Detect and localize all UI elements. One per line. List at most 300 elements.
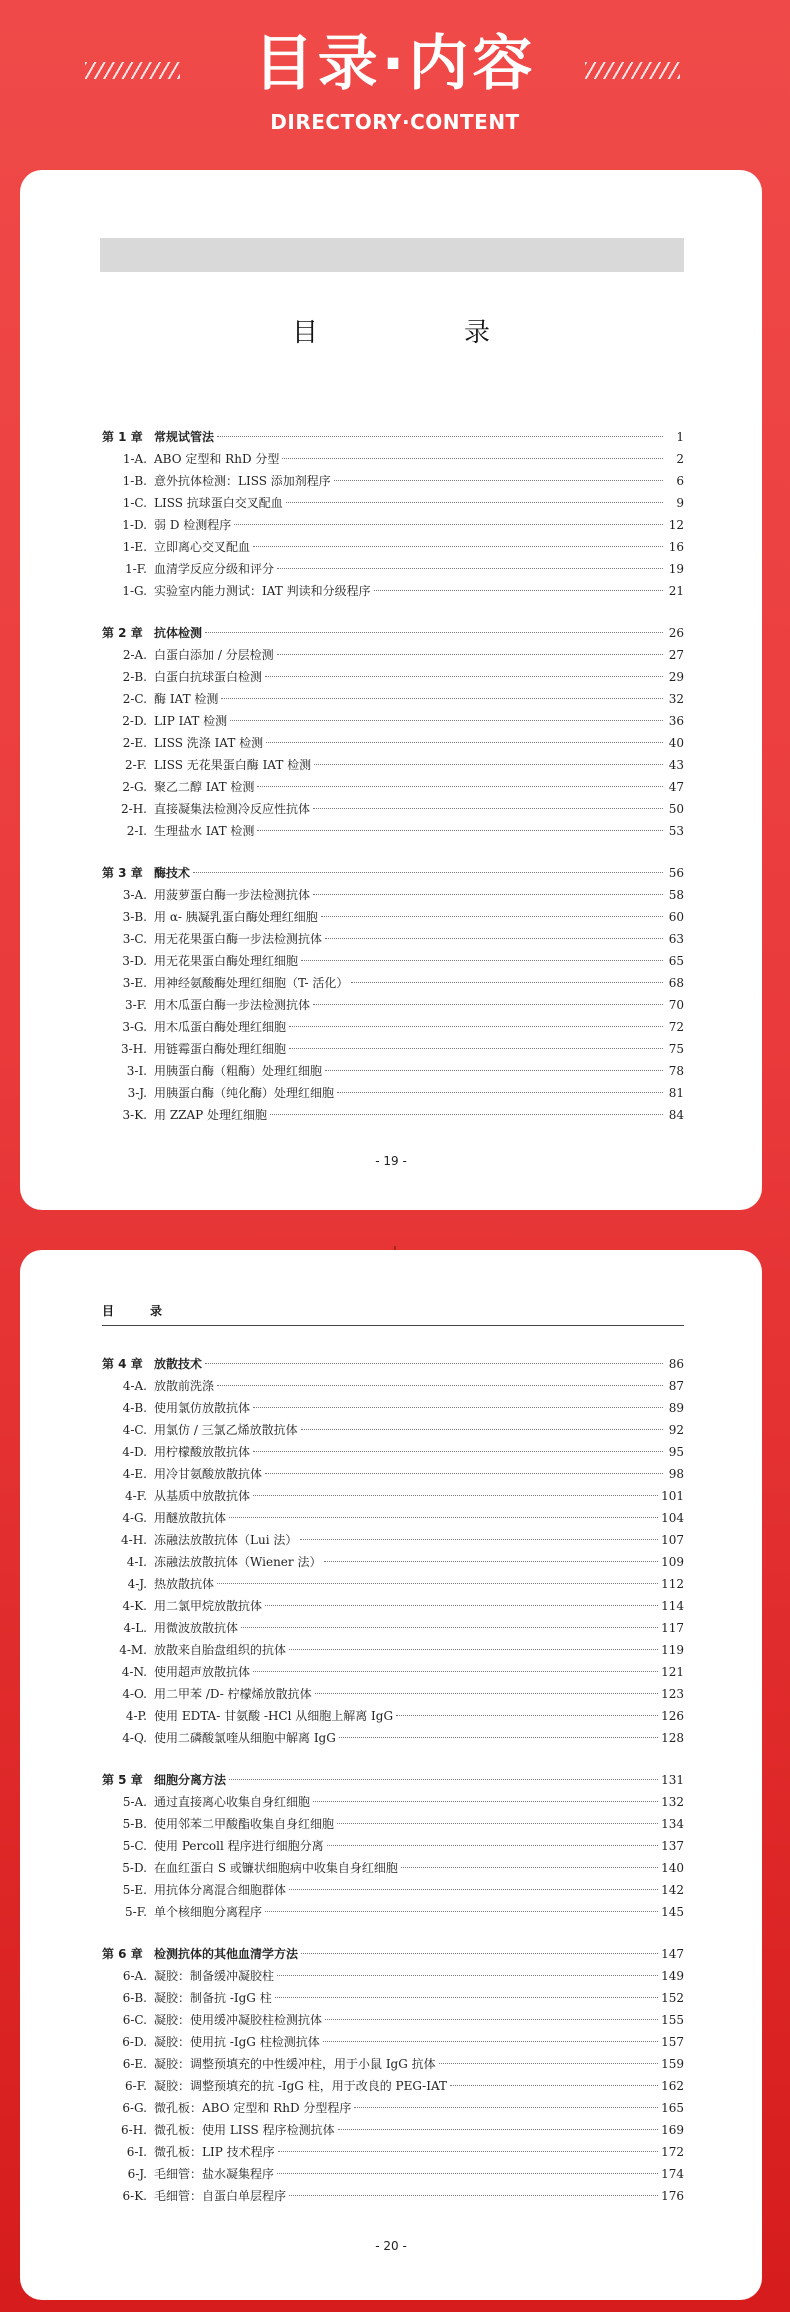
entry-title: 用木瓜蛋白酶一步法检测抗体 — [154, 998, 311, 1012]
entry-number: 4-M. — [119, 1643, 147, 1657]
entry-number: 6-K. — [122, 2189, 147, 2203]
dot-leader — [265, 1473, 663, 1474]
dot-leader — [289, 1026, 663, 1027]
entry-title: 聚乙二醇 IAT 检测 — [154, 780, 255, 794]
entry-page: 19 — [668, 562, 684, 576]
entry-number: 4-E. — [122, 1467, 147, 1481]
entry-page: 114 — [661, 1599, 684, 1613]
dot-leader — [253, 1495, 658, 1496]
entry-page: 47 — [668, 780, 684, 794]
entry-number: 4-L. — [123, 1621, 147, 1635]
dot-leader — [450, 2085, 658, 2086]
running-head: 目 录 — [102, 1302, 684, 1326]
entry-title: 用醚放散抗体 — [154, 1511, 227, 1525]
toc-section-entry — [102, 536, 684, 558]
entry-title: 放散来自胎盘组织的抗体 — [154, 1643, 287, 1657]
toc-section-entry — [102, 994, 684, 1016]
entry-number: 4-K. — [122, 1599, 147, 1613]
entry-page: 145 — [661, 1905, 684, 1919]
dot-leader — [301, 1953, 658, 1954]
toc-section-entry — [102, 470, 684, 492]
entry-title: 毛细管：盐水凝集程序 — [154, 2167, 275, 2181]
dot-leader — [234, 524, 663, 525]
entry-page: 26 — [668, 626, 684, 640]
entry-page: 81 — [668, 1086, 684, 1100]
entry-number: 6-E. — [122, 2057, 147, 2071]
entry-page: 29 — [668, 670, 684, 684]
entry-title: 用冷甘氨酸放散抗体 — [154, 1467, 263, 1481]
toc-section-entry — [102, 1727, 684, 1749]
entry-number: 2-D. — [122, 714, 147, 728]
entry-number: 6-G. — [122, 2101, 147, 2115]
entry-title: 微孔板：LIP 技术程序 — [154, 2145, 275, 2159]
toc-list — [102, 1353, 684, 2207]
entry-number: 2-E. — [122, 736, 147, 750]
entry-number: 2-F. — [125, 758, 147, 772]
entry-page: 137 — [661, 1839, 684, 1853]
toc-section-entry — [102, 1965, 684, 1987]
dot-leader — [253, 1407, 663, 1408]
entry-number: 2-A. — [122, 648, 147, 662]
entry-number: 6-D. — [122, 2035, 147, 2049]
entry-title: 冻融法放散抗体（Lui 法） — [154, 1533, 298, 1547]
entry-page: 112 — [661, 1577, 684, 1591]
entry-title: 微孔板：ABO 定型和 RhD 分型程序 — [154, 2101, 352, 2115]
entry-page: 123 — [661, 1687, 684, 1701]
entry-title: 凝胶：制备抗 -IgG 柱 — [154, 1991, 272, 2005]
entry-title: LISS 洗涤 IAT 检测 — [154, 736, 264, 750]
entry-title: ABO 定型和 RhD 分型 — [154, 452, 280, 466]
entry-title: 使用邻苯二甲酸酯收集自身红细胞 — [154, 1817, 335, 1831]
entry-page: 2 — [676, 452, 684, 466]
entry-page: 134 — [661, 1817, 684, 1831]
entry-page: 165 — [661, 2101, 684, 2115]
entry-number: 第 2 章 — [102, 626, 143, 640]
dot-leader — [301, 960, 663, 961]
toc-section-entry — [102, 1082, 684, 1104]
entry-page: 157 — [661, 2035, 684, 2049]
entry-number: 3-B. — [122, 910, 147, 924]
entry-number: 3-I. — [126, 1064, 147, 1078]
page-header — [0, 0, 790, 165]
entry-title: 放散前洗涤 — [154, 1379, 215, 1393]
header-title: 目录·内容 — [253, 29, 537, 99]
entry-page: 92 — [668, 1423, 684, 1437]
toc-list — [102, 426, 684, 1126]
dot-leader — [321, 916, 663, 917]
toc-section-entry — [102, 514, 684, 536]
entry-title: LISS 无花果蛋白酶 IAT 检测 — [154, 758, 312, 772]
toc-section-entry — [102, 1529, 684, 1551]
entry-page: 70 — [668, 998, 684, 1012]
dot-leader — [266, 742, 663, 743]
dot-leader — [338, 2129, 659, 2130]
entry-page: 155 — [661, 2013, 684, 2027]
entry-page: 117 — [661, 1621, 684, 1635]
dot-leader — [315, 1693, 659, 1694]
entry-title: 用神经氨酸酶处理红细胞（T- 活化） — [154, 976, 349, 990]
toc-section-entry — [102, 1485, 684, 1507]
dot-leader — [325, 1070, 663, 1071]
dot-leader — [401, 1867, 658, 1868]
dot-leader — [327, 1845, 658, 1846]
entry-page: 98 — [668, 1467, 684, 1481]
entry-title: 用氯仿 / 三氯乙烯放散抗体 — [154, 1423, 298, 1437]
dot-leader — [325, 2019, 658, 2020]
toc-section-entry — [102, 1705, 684, 1727]
dot-leader — [354, 2107, 658, 2108]
entry-title: 凝胶：制备缓冲凝胶柱 — [154, 1969, 275, 1983]
entry-number: 3-C. — [122, 932, 147, 946]
toc-section-entry — [102, 972, 684, 994]
entry-title: 微孔板：使用 LISS 程序检测抗体 — [154, 2123, 335, 2137]
toc-section-entry — [102, 448, 684, 470]
toc-chapter-entry — [102, 622, 684, 644]
entry-page: 132 — [661, 1795, 684, 1809]
entry-page: 172 — [661, 2145, 684, 2159]
entry-page: 121 — [661, 1665, 684, 1679]
dot-leader — [325, 938, 663, 939]
entry-title: 用 ZZAP 处理红细胞 — [154, 1108, 268, 1122]
toc-section-entry — [102, 2097, 684, 2119]
dot-leader — [205, 632, 663, 633]
entry-title: 使用超声放散抗体 — [154, 1665, 251, 1679]
dot-leader — [314, 764, 663, 765]
toc-section-entry — [102, 1375, 684, 1397]
entry-number: 5-F. — [125, 1905, 147, 1919]
entry-title: 在血红蛋白 S 或镰状细胞病中收集自身红细胞 — [154, 1861, 398, 1875]
dot-leader — [289, 2195, 658, 2196]
entry-page: 162 — [661, 2079, 684, 2093]
entry-number: 3-G. — [122, 1020, 147, 1034]
entry-page: 176 — [661, 2189, 684, 2203]
entry-title: 用二甲苯 /D- 柠檬烯放散抗体 — [154, 1687, 312, 1701]
dot-leader — [289, 1649, 658, 1650]
dot-leader — [289, 1048, 663, 1049]
entry-page: 149 — [661, 1969, 684, 1983]
entry-number: 第 3 章 — [102, 866, 143, 880]
toc-section-entry — [102, 884, 684, 906]
toc-section-entry — [102, 1441, 684, 1463]
entry-page: 101 — [661, 1489, 684, 1503]
entry-page: 126 — [661, 1709, 684, 1723]
toc-section-entry — [102, 666, 684, 688]
header-subtitle: DIRECTORY·CONTENT — [270, 110, 520, 134]
entry-number: 6-A. — [122, 1969, 147, 1983]
entry-page: 159 — [661, 2057, 684, 2071]
entry-number: 6-J. — [127, 2167, 147, 2181]
toc-section-entry — [102, 2185, 684, 2207]
entry-page: 63 — [668, 932, 684, 946]
toc-title: 目 录 — [291, 318, 550, 348]
toc-section-entry — [102, 2031, 684, 2053]
toc-section-entry — [102, 1683, 684, 1705]
entry-page: 75 — [668, 1042, 684, 1056]
toc-section-entry — [102, 2141, 684, 2163]
entry-title: 酶技术 — [154, 866, 191, 880]
entry-title: 用二氯甲烷放散抗体 — [154, 1599, 263, 1613]
dot-leader — [277, 1975, 658, 1976]
entry-title: 常规试管法 — [154, 430, 215, 444]
dot-leader — [337, 1823, 658, 1824]
entry-title: 生理盐水 IAT 检测 — [154, 824, 255, 838]
entry-title: 弱 D 检测程序 — [154, 518, 232, 532]
dot-leader — [229, 1779, 658, 1780]
toc-section-entry — [102, 1060, 684, 1082]
entry-page: 169 — [661, 2123, 684, 2137]
entry-number: 3-A. — [122, 888, 147, 902]
toc-section-entry — [102, 732, 684, 754]
entry-title: 用链霉蛋白酶处理红细胞 — [154, 1042, 287, 1056]
entry-page: 142 — [661, 1883, 684, 1897]
toc-section-entry — [102, 1813, 684, 1835]
entry-number: 第 6 章 — [102, 1947, 143, 1961]
dot-leader — [230, 720, 663, 721]
entry-number: 2-C. — [122, 692, 147, 706]
entry-number: 4-P. — [125, 1709, 147, 1723]
entry-page: 56 — [668, 866, 684, 880]
entry-number: 4-B. — [122, 1401, 147, 1415]
toc-section-entry — [102, 688, 684, 710]
toc-section-entry — [102, 710, 684, 732]
entry-page: 84 — [668, 1108, 684, 1122]
entry-number: 1-F. — [125, 562, 147, 576]
entry-title: 通过直接离心收集自身红细胞 — [154, 1795, 311, 1809]
dot-leader — [351, 982, 663, 983]
entry-title: 从基质中放散抗体 — [154, 1489, 251, 1503]
dot-leader — [265, 1605, 658, 1606]
dot-leader — [374, 590, 663, 591]
entry-page: 78 — [668, 1064, 684, 1078]
dot-leader — [193, 872, 663, 873]
entry-page: 131 — [661, 1773, 684, 1787]
entry-page: 40 — [668, 736, 684, 750]
entry-page: 60 — [668, 910, 684, 924]
entry-page: 86 — [668, 1357, 684, 1371]
page-number: - 19 - — [375, 1154, 407, 1168]
toc-section-entry — [102, 2053, 684, 2075]
entry-title: 使用二磷酸氯喹从细胞中解离 IgG — [154, 1731, 336, 1745]
entry-page: 104 — [661, 1511, 684, 1525]
dot-leader — [277, 568, 663, 569]
entry-title: 放散技术 — [154, 1357, 203, 1371]
entry-title: 凝胶：使用抗 -IgG 柱检测抗体 — [154, 2035, 320, 2049]
entry-page: 147 — [661, 1947, 684, 1961]
entry-number: 1-E. — [122, 540, 147, 554]
toc-section-entry — [102, 1104, 684, 1126]
toc-chapter-entry — [102, 426, 684, 448]
entry-number: 4-F. — [125, 1489, 147, 1503]
entry-title: 用菠萝蛋白酶一步法检测抗体 — [154, 888, 311, 902]
toc-section-entry — [102, 1016, 684, 1038]
entry-title: 冻融法放散抗体（Wiener 法） — [154, 1555, 322, 1569]
entry-title: 使用氯仿放散抗体 — [154, 1401, 251, 1415]
entry-number: 6-B. — [122, 1991, 147, 2005]
entry-number: 6-C. — [122, 2013, 147, 2027]
entry-title: 血清学反应分级和评分 — [154, 562, 275, 576]
page-number: - 20 - — [375, 2239, 407, 2253]
entry-title: 凝胶：调整预填充的中性缓冲柱，用于小鼠 IgG 抗体 — [154, 2057, 436, 2071]
entry-title: 凝胶：使用缓冲凝胶柱检测抗体 — [154, 2013, 323, 2027]
entry-page: 68 — [668, 976, 684, 990]
dot-leader — [275, 1997, 658, 1998]
entry-title: 用木瓜蛋白酶处理红细胞 — [154, 1020, 287, 1034]
entry-page: 58 — [668, 888, 684, 902]
dot-leader — [257, 830, 663, 831]
toc-section-entry — [102, 928, 684, 950]
entry-page: 53 — [668, 824, 684, 838]
entry-number: 2-B. — [122, 670, 147, 684]
entry-title: 用柠檬酸放散抗体 — [154, 1445, 251, 1459]
entry-title: LIP IAT 检测 — [154, 714, 228, 728]
dot-leader — [265, 676, 663, 677]
toc-page-20 — [20, 1250, 762, 2300]
dot-leader — [313, 894, 663, 895]
entry-title: 检测抗体的其他血清学方法 — [154, 1947, 299, 1961]
dot-leader — [257, 786, 663, 787]
toc-chapter-entry — [102, 862, 684, 884]
entry-page: 12 — [668, 518, 684, 532]
toc-section-entry — [102, 950, 684, 972]
toc-section-entry — [102, 906, 684, 928]
entry-number: 3-D. — [122, 954, 147, 968]
toc-section-entry — [102, 776, 684, 798]
entry-number: 4-J. — [127, 1577, 147, 1591]
entry-page: 27 — [668, 648, 684, 662]
entry-title: 立即离心交叉配血 — [154, 540, 251, 554]
dot-leader — [334, 480, 663, 481]
toc-section-entry — [102, 1639, 684, 1661]
entry-number: 4-I. — [126, 1555, 147, 1569]
dot-leader — [277, 2173, 658, 2174]
dot-leader — [277, 654, 663, 655]
toc-section-entry — [102, 2075, 684, 2097]
toc-section-entry — [102, 1573, 684, 1595]
entry-title: 用无花果蛋白酶处理红细胞 — [154, 954, 299, 968]
toc-section-entry — [102, 1551, 684, 1573]
entry-number: 2-G. — [122, 780, 147, 794]
toc-section-entry — [102, 1038, 684, 1060]
toc-chapter-entry — [102, 1769, 684, 1791]
entry-title: 实验室内能力测试：IAT 判读和分级程序 — [154, 584, 371, 598]
entry-page: 32 — [668, 692, 684, 706]
toc-section-entry — [102, 644, 684, 666]
dot-leader — [229, 1517, 658, 1518]
toc-section-entry — [102, 492, 684, 514]
entry-page: 65 — [668, 954, 684, 968]
dot-leader — [217, 436, 663, 437]
entry-page: 9 — [676, 496, 684, 510]
entry-number: 4-G. — [122, 1511, 147, 1525]
entry-page: 72 — [668, 1020, 684, 1034]
toc-section-entry — [102, 1661, 684, 1683]
toc-section-entry — [102, 798, 684, 820]
toc-section-entry — [102, 1617, 684, 1639]
dot-leader — [205, 1363, 663, 1364]
toc-section-entry — [102, 1507, 684, 1529]
entry-page: 174 — [661, 2167, 684, 2181]
entry-number: 4-H. — [121, 1533, 147, 1547]
dot-leader — [300, 1539, 658, 1540]
dot-leader — [313, 1801, 658, 1802]
toc-section-entry — [102, 2009, 684, 2031]
entry-number: 5-B. — [122, 1817, 147, 1831]
entry-number: 4-O. — [122, 1687, 147, 1701]
dot-leader — [313, 808, 663, 809]
entry-page: 43 — [668, 758, 684, 772]
entry-number: 4-D. — [122, 1445, 147, 1459]
entry-number: 1-A. — [122, 452, 147, 466]
entry-number: 2-I. — [126, 824, 147, 838]
toc-section-entry — [102, 1419, 684, 1441]
dot-leader — [253, 1671, 658, 1672]
dot-leader — [323, 2041, 658, 2042]
entry-number: 3-E. — [122, 976, 147, 990]
dot-leader — [339, 1737, 658, 1738]
dot-leader — [265, 1911, 658, 1912]
entry-number: 1-G. — [122, 584, 147, 598]
toc-section-entry — [102, 2119, 684, 2141]
entry-title: 热放散抗体 — [154, 1577, 215, 1591]
entry-number: 2-H. — [121, 802, 147, 816]
toc-section-entry — [102, 1463, 684, 1485]
entry-number: 第 1 章 — [102, 430, 143, 444]
entry-page: 140 — [661, 1861, 684, 1875]
entry-title: 用微波放散抗体 — [154, 1621, 239, 1635]
entry-number: 1-C. — [122, 496, 147, 510]
entry-number: 1-D. — [122, 518, 147, 532]
toc-section-entry — [102, 1879, 684, 1901]
toc-chapter-entry — [102, 1943, 684, 1965]
dot-leader — [241, 1627, 658, 1628]
dot-leader — [396, 1715, 658, 1716]
dot-leader — [217, 1583, 658, 1584]
toc-chapter-entry — [102, 1353, 684, 1375]
dot-leader — [337, 1092, 663, 1093]
dot-leader — [286, 502, 663, 503]
dot-leader — [313, 1004, 663, 1005]
dot-leader — [270, 1114, 663, 1115]
entry-page: 119 — [661, 1643, 684, 1657]
toc-section-entry — [102, 1857, 684, 1879]
toc-section-entry — [102, 754, 684, 776]
entry-title: 抗体检测 — [154, 626, 203, 640]
entry-title: 单个核细胞分离程序 — [154, 1905, 263, 1919]
dot-leader — [324, 1561, 658, 1562]
dot-leader — [289, 1889, 658, 1890]
entry-title: 意外抗体检测：LISS 添加剂程序 — [154, 474, 331, 488]
entry-number: 4-Q. — [122, 1731, 147, 1745]
entry-page: 50 — [668, 802, 684, 816]
toc-section-entry — [102, 820, 684, 842]
toc-section-entry — [102, 1595, 684, 1617]
toc-section-entry — [102, 1397, 684, 1419]
entry-number: 4-N. — [121, 1665, 147, 1679]
dot-leader — [221, 698, 663, 699]
entry-page: 21 — [668, 584, 684, 598]
toc-section-entry — [102, 1835, 684, 1857]
entry-number: 3-F. — [125, 998, 147, 1012]
entry-title: 用无花果蛋白酶一步法检测抗体 — [154, 932, 323, 946]
entry-number: 1-B. — [122, 474, 147, 488]
entry-page: 87 — [668, 1379, 684, 1393]
toc-section-entry — [102, 1791, 684, 1813]
gray-banner — [100, 238, 684, 272]
entry-title: 使用 EDTA- 甘氨酸 -HCl 从细胞上解离 IgG — [154, 1709, 394, 1723]
dot-leader — [217, 1385, 663, 1386]
toc-section-entry — [102, 1987, 684, 2009]
entry-number: 6-F. — [125, 2079, 147, 2093]
